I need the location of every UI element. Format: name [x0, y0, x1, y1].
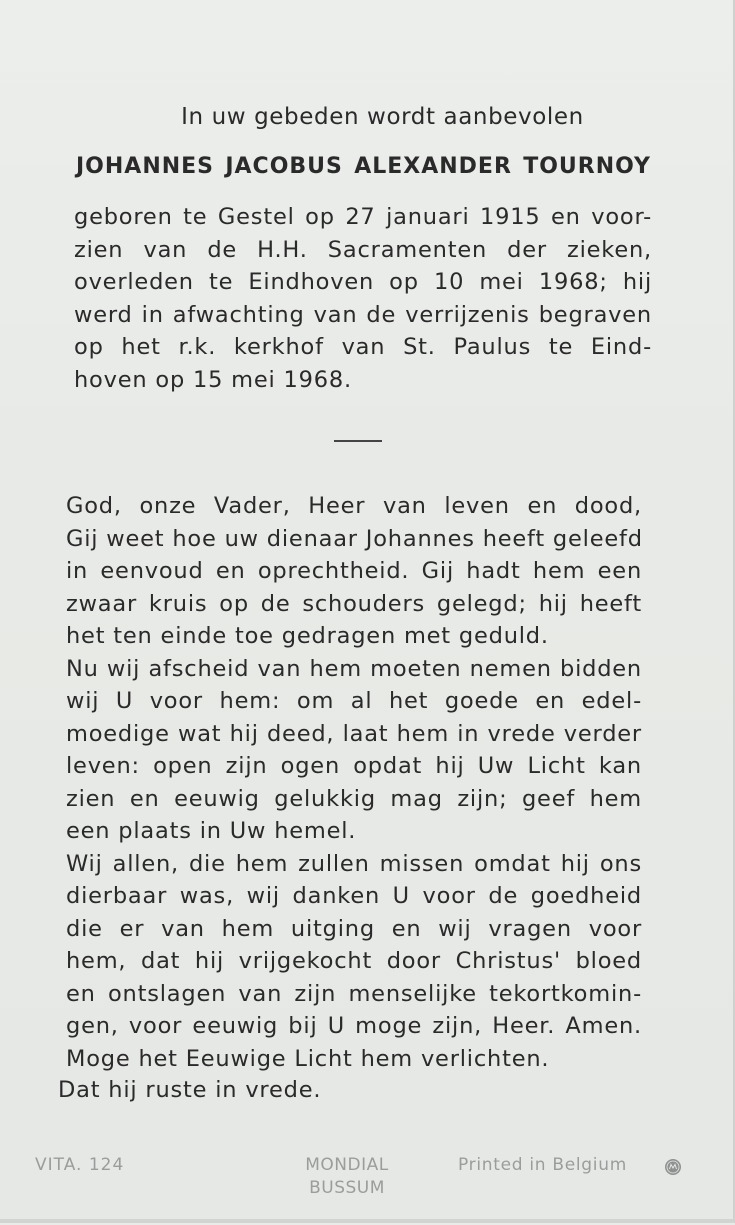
- prayer-line: God, onze Vader, Heer van leven en dood,: [66, 493, 642, 519]
- paragraph-line: hoven op 15 mei 1968.: [74, 366, 352, 393]
- deceased-name: JOHANNES JACOBUS ALEXANDER TOURNOY: [76, 154, 651, 179]
- prayer-line: Wij allen, die hem zullen missen omdat hij ons: [66, 850, 642, 877]
- divider-rule: [334, 440, 382, 442]
- prayer-paragraph: [66, 490, 642, 1075]
- prayer-line: moedige wat hij deed, laat hem in vrede verder: [66, 720, 642, 747]
- prayer-line: leven: open zijn ogen opdat hij Uw Licht kan: [66, 753, 642, 779]
- prayer-line: die er van hem uitging en wij vragen voor: [66, 915, 642, 942]
- printer-seal-icon: [664, 1158, 682, 1176]
- printed-in-label: Printed in Belgium: [458, 1155, 627, 1175]
- prayer-line: Gij weet hoe uw dienaar Johannes heeft geleefd: [66, 525, 643, 552]
- prayer-line: hem, dat hij vrijgekocht door Christus' bloed: [66, 948, 642, 974]
- paragraph-line: overleden te Eindhoven op 10 mei 1968; hij: [74, 269, 652, 295]
- publisher: [297, 1154, 397, 1200]
- closing-line: Dat hij ruste in vrede.: [58, 1077, 322, 1103]
- intro-text: In uw gebeden wordt aanbevolen: [181, 104, 584, 130]
- publisher-city: BUSSUM: [309, 1178, 385, 1198]
- paragraph-line: werd in afwachting van de verrijzenis begraven: [74, 301, 652, 328]
- publisher-name: MONDIAL: [305, 1155, 389, 1175]
- paragraph-line: op het r.k. kerkhof van St. Paulus te Eind-: [74, 334, 652, 360]
- prayer-line: Moge het Eeuwige Licht hem verlichten.: [66, 1045, 550, 1072]
- catalog-code: VITA. 124: [35, 1155, 125, 1175]
- prayer-line: wij U voor hem: om al het goede en edel-: [66, 688, 642, 714]
- paragraph-line: geboren te Gestel op 27 januari 1915 en voor-: [74, 204, 652, 230]
- paragraph-line: zien van de H.H. Sacramenten der zieken,: [74, 236, 652, 263]
- birth-death-paragraph: [74, 201, 652, 396]
- prayer-line: Nu wij afscheid van hem moeten nemen bidden: [66, 655, 642, 682]
- prayer-line: dierbaar was, wij danken U voor de goedheid: [66, 883, 642, 909]
- prayer-line: zien en eeuwig gelukkig mag zijn; geef hem: [66, 785, 642, 812]
- prayer-line: gen, voor eeuwig bij U moge zijn, Heer. Amen.: [66, 1013, 642, 1039]
- prayer-line: in eenvoud en oprechtheid. Gij hadt hem een: [66, 558, 642, 584]
- prayer-line: een plaats in Uw hemel.: [66, 818, 357, 844]
- prayer-line: het ten einde toe gedragen met geduld.: [66, 623, 549, 649]
- prayer-line: zwaar kruis op de schouders gelegd; hij heeft: [66, 590, 642, 617]
- prayer-line: en ontslagen van zijn menselijke tekortkomin-: [66, 980, 642, 1007]
